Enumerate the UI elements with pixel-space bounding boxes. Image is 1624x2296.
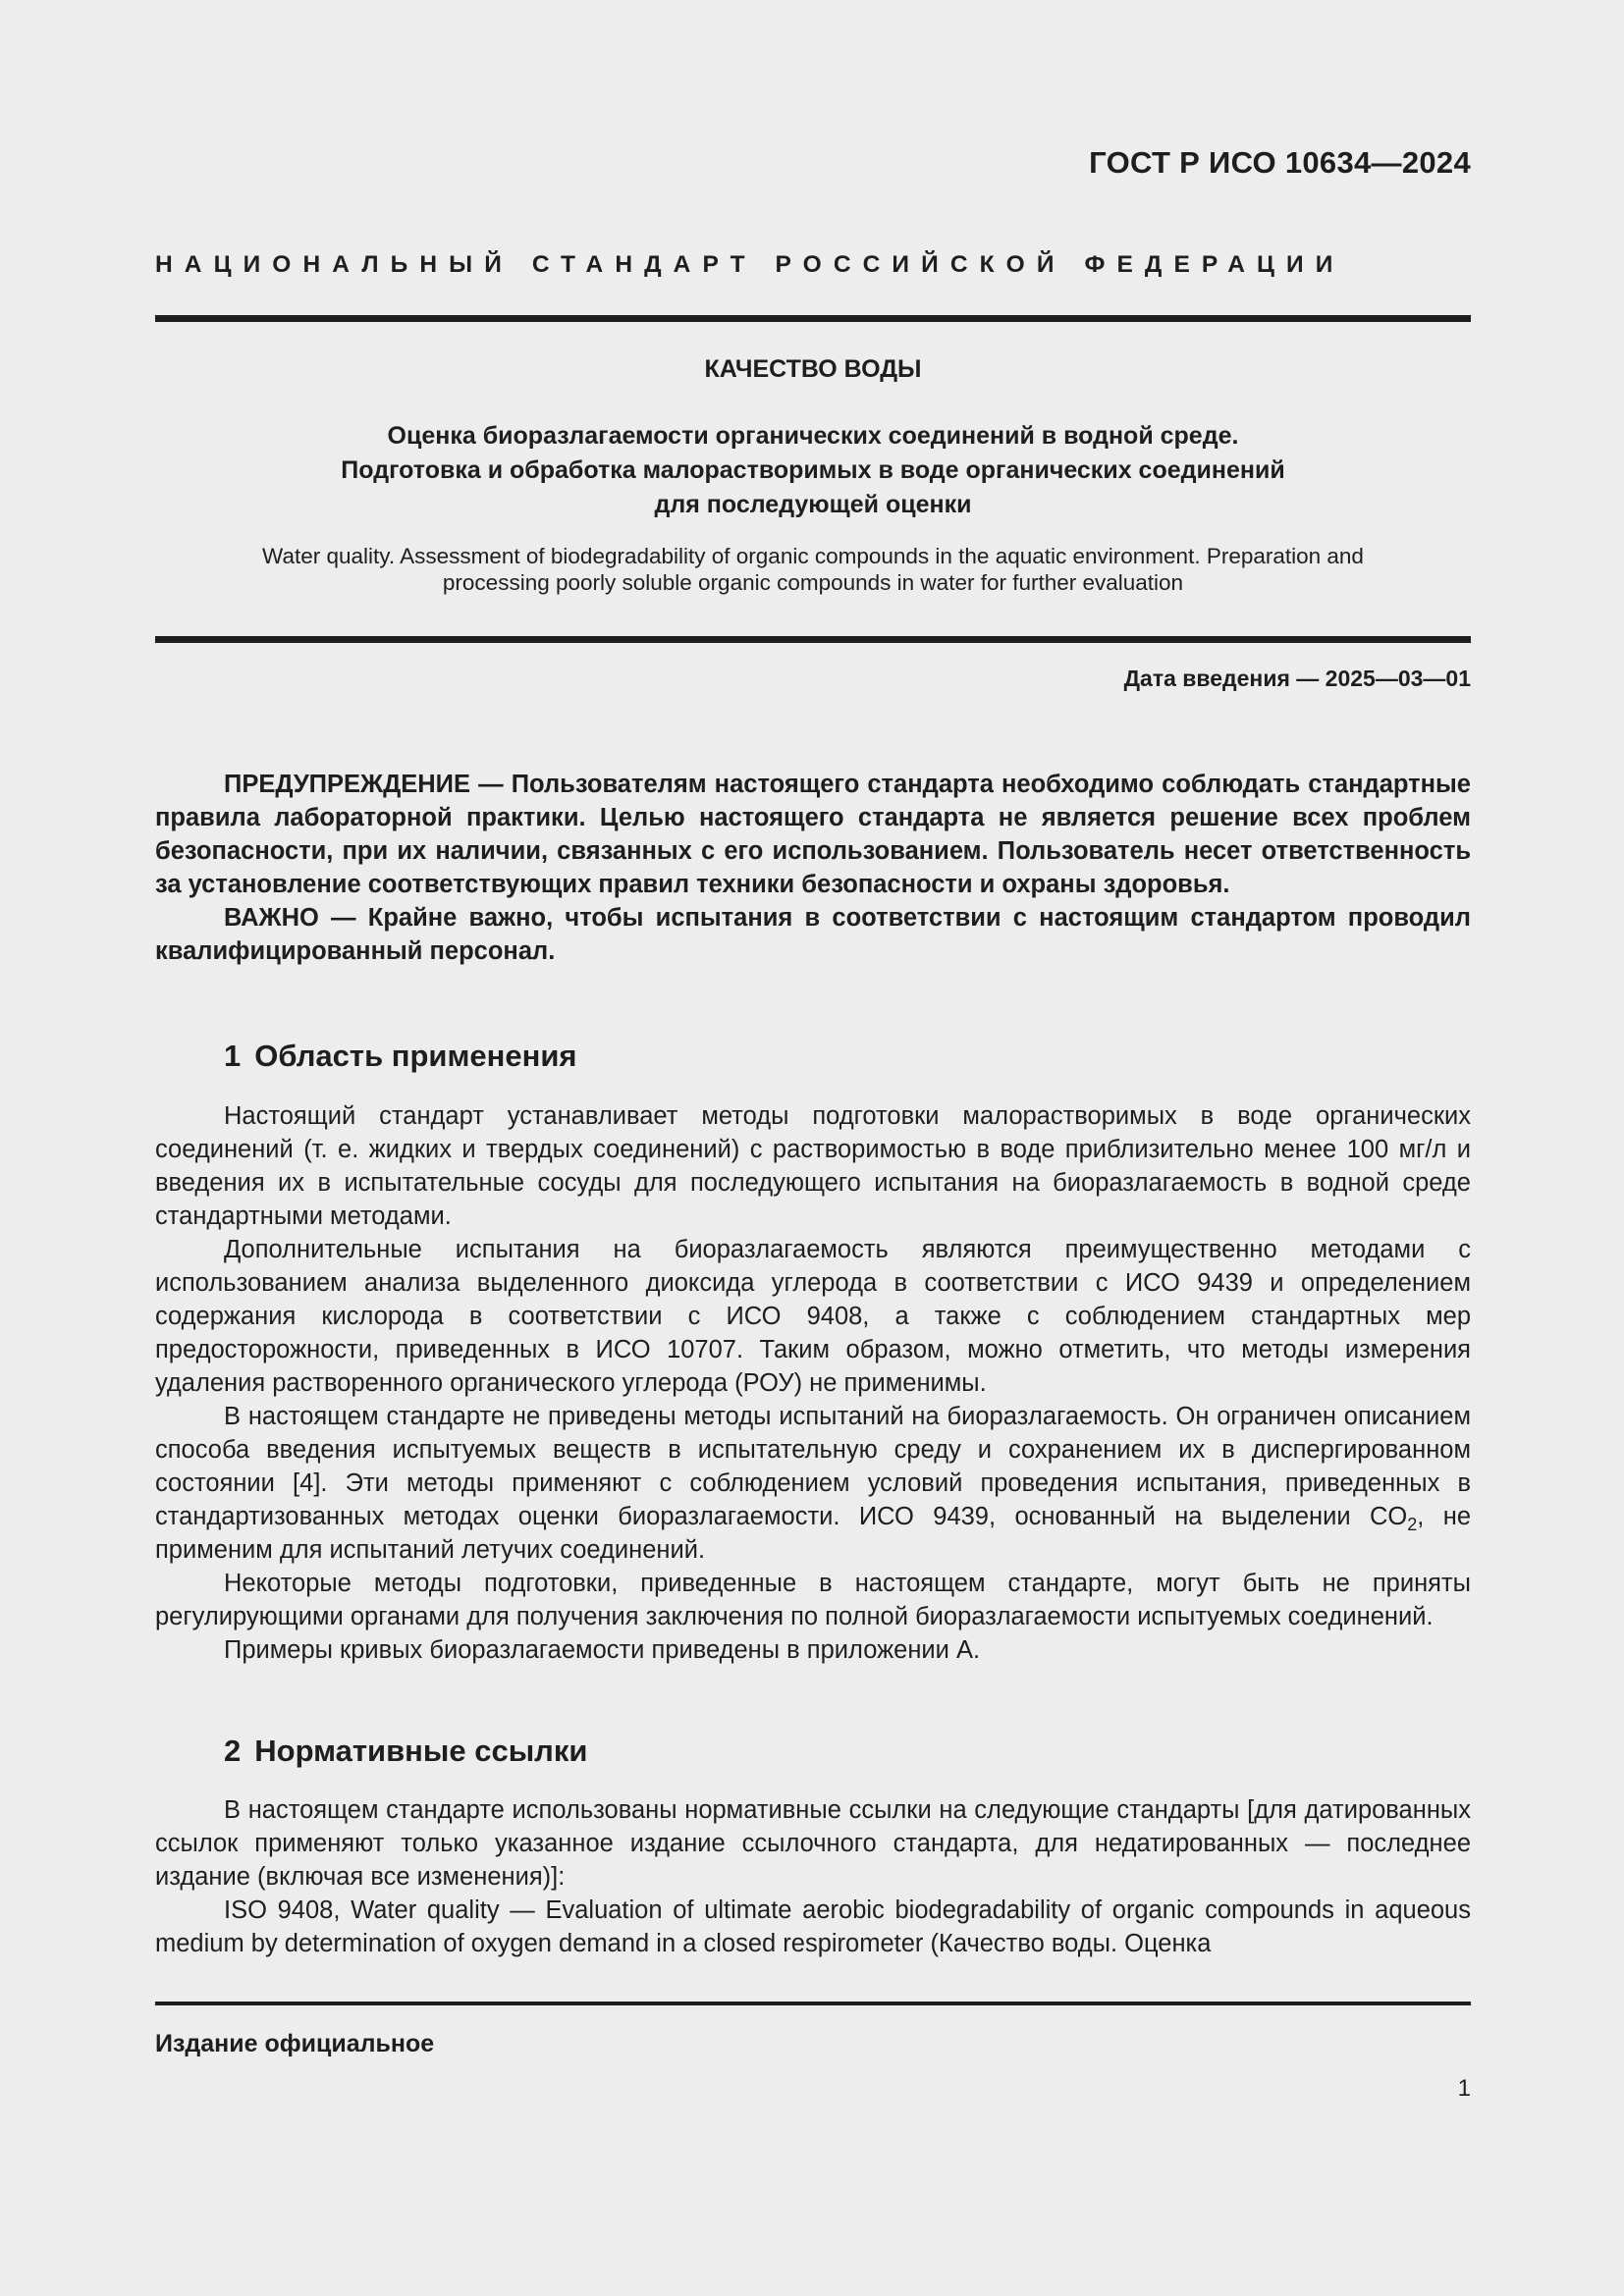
subtitle-line: Подготовка и обработка малорастворимых в воде органических соединений xyxy=(341,456,1285,484)
footer-divider xyxy=(155,2002,1471,2005)
warning-paragraph: ПРЕДУПРЕЖДЕНИЕ — Пользователям настоящего стандарта необходимо соблюдать стандартные правила лабораторной практики. Целью настоящего стандарта не является решение всех проблем безопасности, при их наличии, связанных с его использованием. Пользователь несет ответственность за установление соответствующих правил техники безопасности и охраны здоровья. xyxy=(155,771,1471,898)
paragraph: Некоторые методы подготовки, приведенные в настоящем стандарте, могут быть не приняты регулирующими органами для получения заключения по полной биоразлагаемости испытуемых соединений. xyxy=(155,1570,1471,1630)
document-subtitle xyxy=(155,419,1471,522)
section-number: 1 xyxy=(224,1039,242,1073)
document-page xyxy=(155,0,1471,2296)
section-2 xyxy=(155,1734,1471,1769)
section-heading xyxy=(155,1039,1471,1074)
section-1-body xyxy=(155,1099,1471,1667)
paragraph: Настоящий стандарт устанавливает методы подготовки малорастворимых в воде органических соединений (т. е. жидких и твердых соединений) с растворимостью в воде приблизительно менее 100 мг/л и введения их в испытательные сосуды для последующего испытания на биоразлагаемость в водной среде стандартными методами. xyxy=(155,1102,1471,1230)
header-divider xyxy=(155,315,1471,322)
paragraph xyxy=(155,1400,1471,1567)
introduction-date: Дата введения — 2025—03—01 xyxy=(1123,666,1471,691)
national-standard-heading: НАЦИОНАЛЬНЫЙ СТАНДАРТ РОССИЙСКОЙ ФЕДЕРАЦИИ xyxy=(155,251,1345,278)
english-title xyxy=(155,543,1471,596)
english-title-line: processing poorly soluble organic compounds in water for further evaluation xyxy=(442,570,1184,595)
paragraph: ISO 9408, Water quality — Evaluation of ultimate aerobic biodegradability of organic compounds in aqueous medium by determination of oxygen demand in a closed respirometer (Качество воды. Оценка xyxy=(155,1896,1471,1957)
paragraph-text: , не применим для испытаний летучих соединений. xyxy=(155,1503,1472,1564)
subscript: 2 xyxy=(1407,1515,1418,1534)
section-number: 2 xyxy=(224,1734,242,1768)
page-number: 1 xyxy=(1457,2075,1471,2102)
section-title: Область применения xyxy=(254,1039,577,1073)
paragraph-text: В настоящем стандарте не приведены методы испытаний на биоразлагаемость. Он ограничен описанием способа введения испытуемых веществ в испытательную среду и сохранением их в диспергированном состоянии [4]. Эти методы применяют с соблюдением условий проведения испытания, приведенных в стандартизованных методах оценки биоразлагаемости. ИСО 9439, основанный на выделении CO xyxy=(155,1403,1471,1530)
subtitle-line: для последующей оценки xyxy=(654,491,972,518)
document-title: КАЧЕСТВО ВОДЫ xyxy=(704,355,922,383)
paragraph: В настоящем стандарте использованы нормативные ссылки на следующие стандарты [для датированных ссылок применяют только указанное издание ссылочного стандарта, для недатированных — последнее издание (включая все изменения)]: xyxy=(155,1796,1471,1891)
section-1 xyxy=(155,1039,1471,1074)
paragraph: Примеры кривых биоразлагаемости приведены в приложении А. xyxy=(224,1636,981,1664)
section-heading xyxy=(155,1734,1471,1769)
subtitle-line: Оценка биоразлагаемости органических соединений в водной среде. xyxy=(387,422,1239,450)
warnings-block xyxy=(155,768,1471,968)
section-2-body xyxy=(155,1793,1471,1960)
important-paragraph: ВАЖНО — Крайне важно, чтобы испытания в соответствии с настоящим стандартом проводил квалифицированный персонал. xyxy=(155,904,1471,965)
edition-label: Издание официальное xyxy=(155,2030,435,2057)
section-title: Нормативные ссылки xyxy=(254,1734,588,1768)
paragraph: Дополнительные испытания на биоразлагаемость являются преимущественно методами с использованием анализа выделенного диоксида углерода в соответствии с ИСО 9439 и определением содержания кислорода в соответствии с ИСО 9408, а также с соблюдением стандартных мер предосторожности, приведенных в ИСО 10707. Таким образом, можно отметить, что методы измерения удаления растворенного органического углерода (РОУ) не применимы. xyxy=(155,1236,1471,1397)
title-divider xyxy=(155,636,1471,643)
english-title-line: Water quality. Assessment of biodegradability of organic compounds in the aquatic environment. Preparation and xyxy=(262,544,1364,568)
document-code: ГОСТ Р ИСО 10634—2024 xyxy=(1089,145,1471,180)
